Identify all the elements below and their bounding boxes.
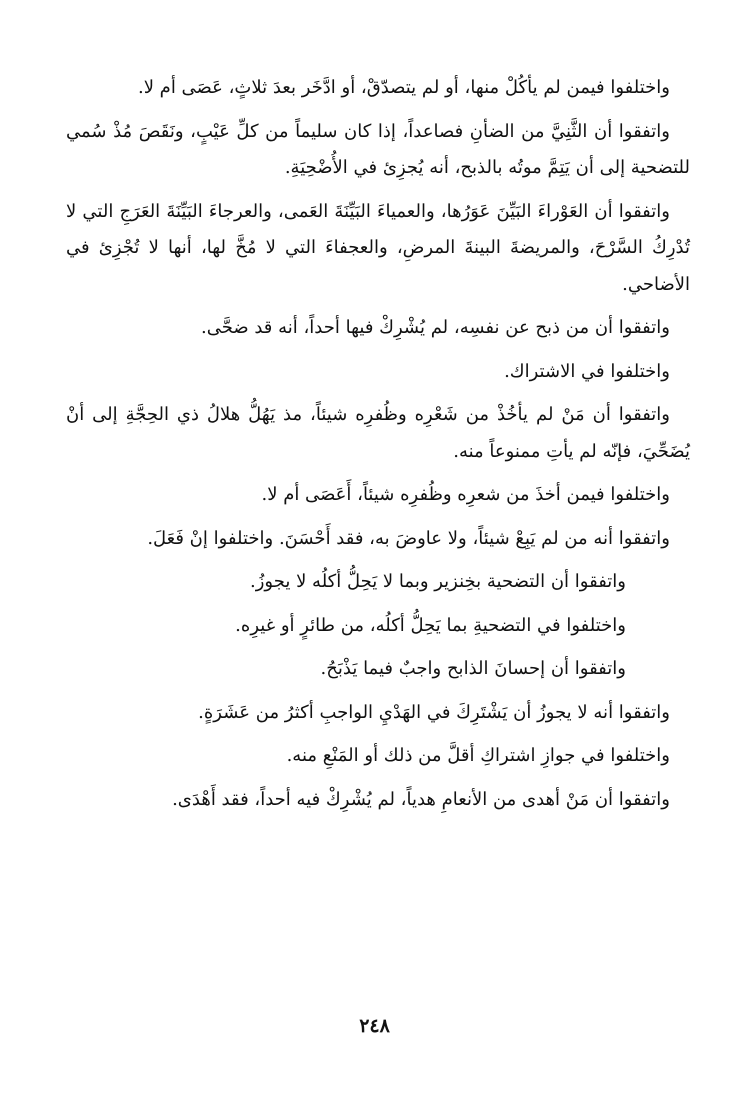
paragraph-1: واختلفوا فيمن لم يأكُلْ منها، أو لم يتصدّقْ، أو ادَّخَر بعدَ ثلاثٍ، عَصَى أم لا.	[137, 77, 670, 98]
paragraph-4: واتفقوا أن من ذبح عن نفسِه، لم يُشْرِكْ فيها أحداً، أنه قد ضحَّى.	[200, 317, 670, 338]
paragraph-7: واختلفوا فيمن أخذَ من شعرِه وظُفرِه شيئاً، أَعَصَى أم لا.	[261, 484, 670, 505]
paragraph-9: واتفقوا أن التضحية بخِنزير وبما لا يَحِلُّ أكلُه لا يجوزُ.	[250, 571, 626, 592]
body-text	[66, 70, 690, 825]
paragraph-10: واختلفوا في التضحيةِ بما يَحِلُّ أكلُه، من طائرٍ أو غيرِه.	[235, 614, 626, 636]
paragraph-5: واختلفوا في الاشتراك.	[504, 360, 670, 382]
paragraph-12: واتفقوا أنه لا يجوزُ أن يَشْتَرِكَ في الهَدْيِ الواجبِ أكثرُ من عَشَرَةٍ.	[198, 701, 670, 723]
paragraph-8: واتفقوا أنه من لم يَبِعْ شيئاً، ولا عاوضَ به، فقد أَحْسَنَ. واختلفوا إنْ فَعَلَ.	[147, 527, 670, 549]
paragraph-6: واتفقوا أن مَنْ لم يأخُذْ من شَعْرِه وظُفرِه شيئاً، مذ يَهُلُّ هلالُ ذي الحِجَّةِ إلى أنْ يُضَحِّيَ، فإنّه لم يأتِ ممنوعاً منه.	[66, 404, 690, 462]
paragraph-11: واتفقوا أن إحسانَ الذابح واجبٌ فيما يَذْبَحُ.	[320, 658, 626, 679]
page-number: ٢٤٨	[359, 1015, 390, 1037]
paragraph-3: واتفقوا أن العَوْراءَ البَيِّنَ عَوَرُها، والعمياءَ البَيِّنَةَ العَمى، والعرجاءَ البَيِّنَةَ العَرَجِ التي لا تُدْرِكُ السَّرْحَ، والمريضةَ البينةَ المرضِ، والعجفاءَ التي لا مُخَّ لها، أنها لا تُجْزِئ في الأضاحي.	[66, 200, 690, 295]
paragraph-14: واتفقوا أن مَنْ أهدى من الأنعامِ هدياً، لم يُشْرِكْ فيه أحداً، فقد أَهْدَى.	[172, 788, 670, 810]
paragraph-2: واتفقوا أن الثَّنِيَّ من الضأنِ فصاعداً، إذا كان سليماً من كلِّ عَيْبٍ، ونَقَصَ مُذْ سُمي للتضحية إلى أن يَتِمَّ موتُه بالذبح، أنه يُجزِئ في الأُضْحِيَةِ.	[66, 120, 690, 178]
paragraph-13: واختلفوا في جوازِ اشتراكِ أقلَّ من ذلك أو المَنْعِ منه.	[286, 745, 670, 766]
